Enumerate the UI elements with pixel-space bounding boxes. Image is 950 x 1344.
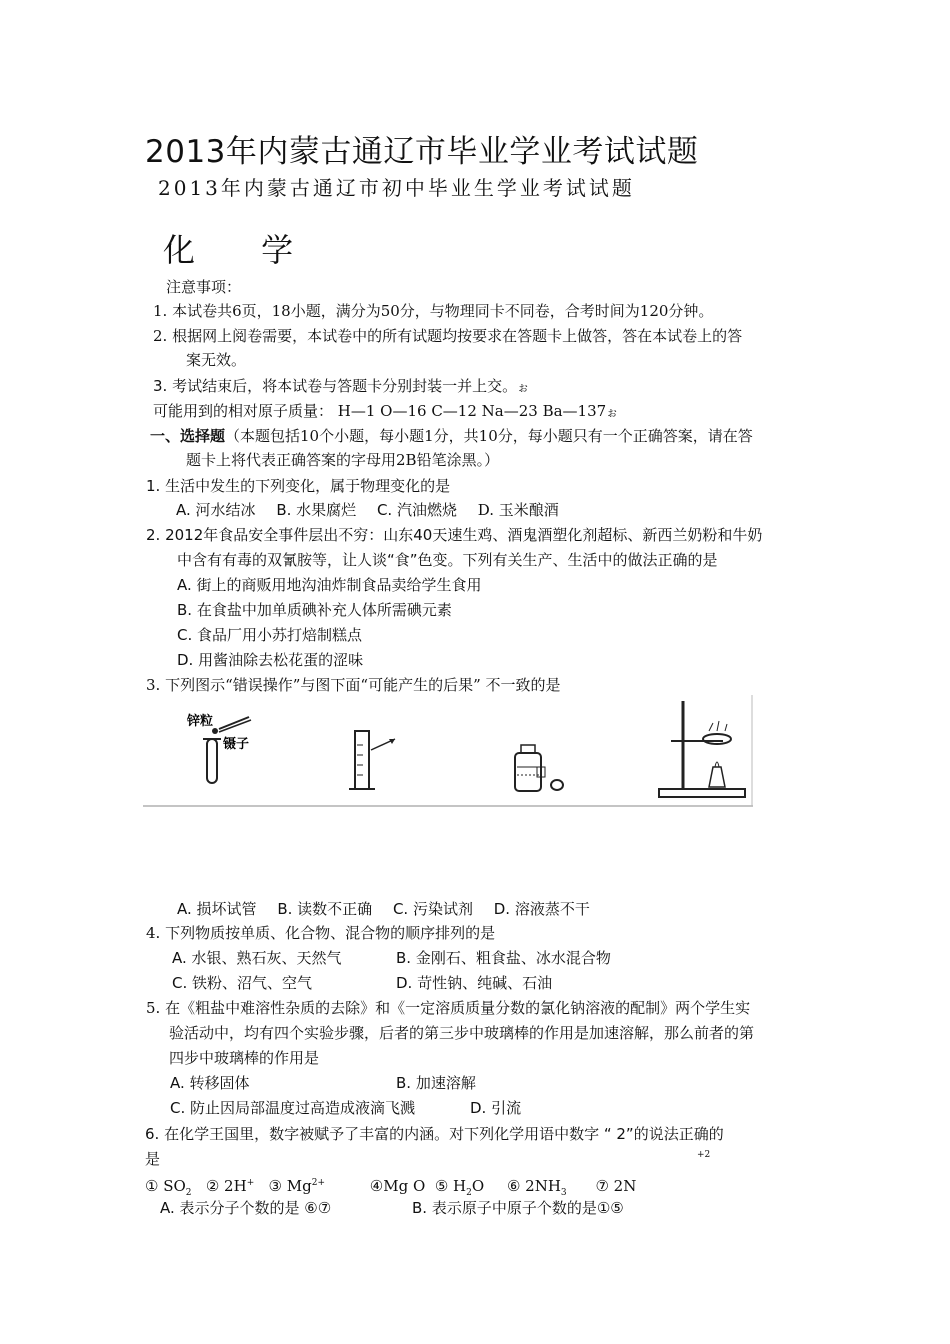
- q6-item-6: ⑥ $2NH_3$: [506, 1177, 567, 1198]
- q5-stem: 5. 在《粗盐中难溶性杂质的去除》和《一定溶质质量分数的氯化钠溶液的配制》两个学生实: [146, 999, 751, 1017]
- zinc-label: 锌粒: [187, 714, 214, 729]
- q5-option-a: A. 转移固体: [170, 1074, 250, 1092]
- q2-option-d: D. 用酱油除去松花蛋的涩味: [177, 651, 364, 669]
- q6-item-7: ⑦ 2N: [595, 1177, 637, 1195]
- valence-mark: +2: [697, 1150, 711, 1160]
- q3-option-b: B. 读数不正确: [277, 900, 373, 918]
- q3-option-c: C. 污染试剂: [392, 900, 473, 918]
- graduated-cylinder-illustration: [349, 731, 395, 789]
- q1-option-b: B. 水果腐烂: [276, 501, 357, 519]
- q4-stem: 4. 下列物质按单质、化合物、混合物的顺序排列的是: [146, 924, 496, 942]
- q5-option-d: D. 引流: [470, 1099, 522, 1117]
- q1-stem: 1. 生活中发生的下列变化，属于物理变化的是: [146, 477, 451, 495]
- q5-option-c: C. 防止因局部温度过高造成液滴飞溅: [170, 1099, 416, 1117]
- reagent-bottle-illustration: [515, 745, 563, 791]
- section-1-desc: （本题包括10个小题，每小题1分，共10分，每小题只有一个正确答案，请在答: [225, 427, 753, 445]
- q1-options: [176, 500, 559, 520]
- q4-option-a: A. 水银、熟石灰、天然气: [172, 949, 342, 967]
- evaporation-stand-illustration: [659, 701, 745, 797]
- q1-option-d: D. 玉米酿酒: [477, 501, 559, 519]
- note-2: 2. 根据网上阅卷需要，本试卷中的所有试题均按要求在答题卡上做答，答在本试卷上的答: [153, 327, 743, 345]
- q2-stem-continued: 中含有有毒的双氰胺等，让人谈“食”色变。下列有关生产、生活中的做法正确的是: [177, 551, 718, 569]
- note-3: [153, 376, 529, 397]
- q6-option-a: A. 表示分子个数的是 ⑥⑦: [160, 1199, 332, 1217]
- q5-stem-end: 四步中玻璃棒的作用是: [169, 1049, 320, 1067]
- notes-heading: 注意事项：: [166, 278, 242, 296]
- q2-option-c: C. 食品厂用小苏打焙制糕点: [177, 626, 363, 644]
- note-3-text: 3. 考试结束后，将本试卷与答题卡分别封装一并上交。: [153, 377, 518, 395]
- stray-mark: ぉ: [606, 405, 619, 419]
- q2-option-a: A. 街上的商贩用地沟油炸制食品卖给学生食用: [177, 576, 482, 594]
- q2-option-b: B. 在食盐中加单质碘补充人体所需碘元素: [177, 601, 452, 619]
- lab-operations-figure: [143, 695, 753, 807]
- section-1-desc-continued: 题卡上将代表正确答案的字母用2B铅笔涂黑。）: [186, 451, 500, 469]
- note-1: 1. 本试卷共6页，18小题，满分为50分，与物理同卡不同卷，合考时间为120分钟。: [153, 302, 714, 320]
- exam-subtitle: 2013年内蒙古通辽市初中毕业生学业考试试题: [158, 176, 635, 200]
- note-2-continued: 案无效。: [186, 351, 247, 369]
- stray-mark: ぉ: [517, 380, 530, 394]
- q5-option-b: B. 加速溶解: [396, 1074, 476, 1092]
- tweezers-label: 镊子: [223, 737, 250, 752]
- q6-stem-continued: 是: [145, 1150, 161, 1168]
- q3-options: [177, 899, 590, 919]
- q5-stem-continued: 验活动中，均有四个实验步骤，后者的第三步中玻璃棒的作用是加速溶解，那么前者的第: [169, 1024, 755, 1042]
- exam-title: 2013年内蒙古通辽市毕业学业考试试题: [145, 134, 699, 170]
- q6-item-5: ⑤ $H_2O$: [434, 1177, 485, 1198]
- q1-option-c: C. 汽油燃烧: [376, 501, 457, 519]
- q4-option-d: D. 苛性钠、纯碱、石油: [396, 974, 553, 992]
- q2-stem: 2. 2012年食品安全事件层出不穷：山东40天速生鸡、酒鬼酒塑化剂超标、新西兰奶粉和牛奶: [146, 526, 763, 544]
- q1-option-a: A. 河水结冰: [176, 501, 256, 519]
- q6-item-1: ① $SO_2$: [145, 1177, 192, 1198]
- q3-option-d: D. 溶液蒸不干: [493, 900, 590, 918]
- q4-option-b: B. 金刚石、粗食盐、冰水混合物: [396, 949, 611, 967]
- q3-option-a: A. 损坏试管: [177, 900, 257, 918]
- q3-stem: 3. 下列图示“错误操作”与图下面“可能产生的后果” 不一致的是: [146, 676, 561, 694]
- q6-item-4: ④Mg O: [369, 1177, 426, 1195]
- test-tube-tweezers-illustration: [186, 713, 251, 783]
- section-1-heading: [150, 426, 753, 446]
- q6-stem: 6. 在化学王国里，数字被赋予了丰富的内涵。对下列化学用语中数字 “ 2”的说法正确的: [145, 1125, 724, 1143]
- q4-option-c: C. 铁粉、沼气、空气: [172, 974, 313, 992]
- q6-item-3: ③ $Mg^{2+}$: [268, 1177, 326, 1195]
- atomic-masses: [153, 401, 618, 422]
- section-1-label: 一、选择题: [150, 427, 226, 445]
- atomic-masses-text: 可能用到的相对原子质量： H—1 O—16 C—12 Na—23 Ba—137: [153, 402, 607, 420]
- q6-item-2: ② 2H+: [205, 1177, 255, 1195]
- q6-option-b: B. 表示原子中原子个数的是①⑤: [412, 1199, 624, 1217]
- subject-heading: 化 学: [163, 231, 322, 269]
